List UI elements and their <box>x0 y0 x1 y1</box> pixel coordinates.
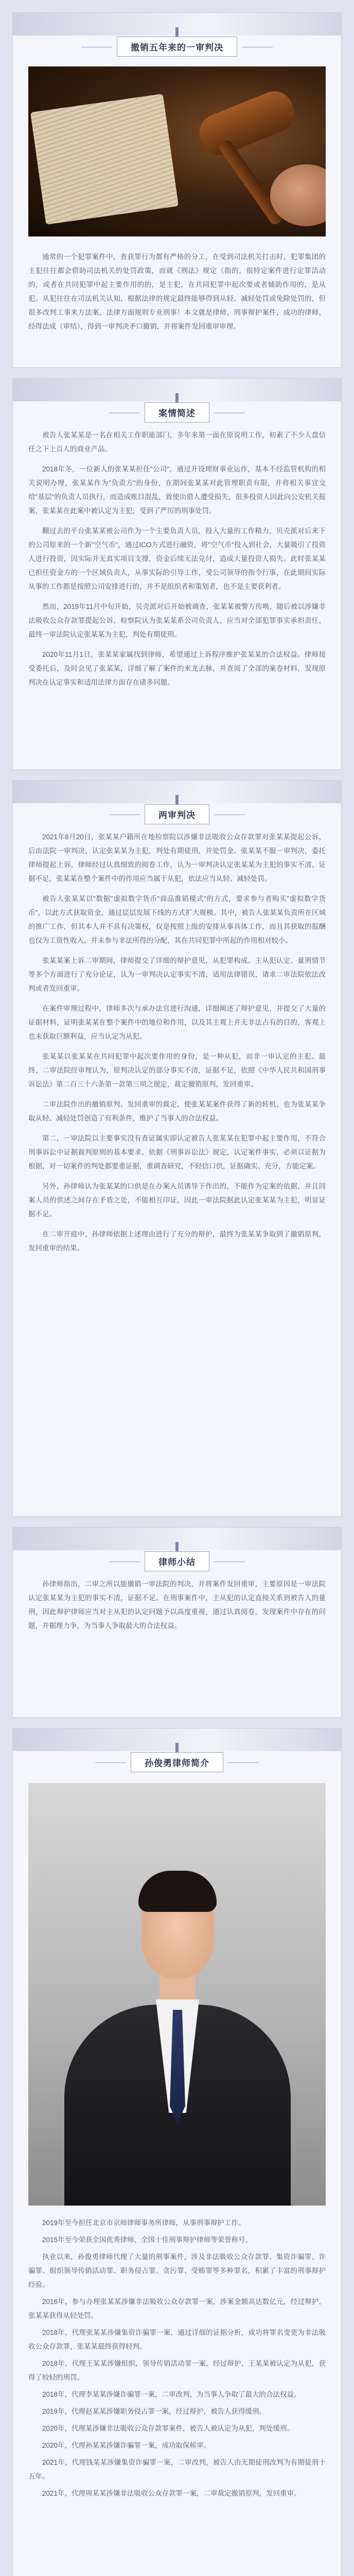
paragraph: 二审法院作出的撤销原判、发回重审的裁定，使张某某案件获得了新的转机，也为张某某争取从轻、减轻处罚创造了有利条件，维护了当事人的合法权益。 <box>28 1100 326 1122</box>
bio-item: 2016年，参与办理张某某涉嫌非法吸收公众存款罪一案，涉案金额高达数亿元，经过辩护，张某某获得从轻处罚。 <box>28 2298 326 2319</box>
bio-item: 2021年，代理钱某某涉嫌集资诈骗罪一案，二审改判，被告人由无期徒刑改判为有期徒刑十五年。 <box>28 2459 326 2480</box>
portrait-hair <box>138 1871 217 1912</box>
section-title: 孙俊勇律师简介 <box>131 1752 223 1772</box>
lawyer-bio-list <box>28 2216 326 2500</box>
paragraph: 2020年11月1日，张某某家属找到律师，希望通过上诉程序维护张某某的合法权益。律师接受委托后，及时会见了张某某，详细了解了案件的来龙去脉，并查阅了全部的案卷材料，发现原判决在认定事实和适用法律方面存在诸多问题。 <box>28 651 326 686</box>
section-title: 两审判决 <box>145 804 209 824</box>
paragraph: 被告人张某某是一名在相关工作职能部门，多年来第一面在原说明工作，初素了不少人盘信任之下上百人的商业产品。 <box>28 431 326 453</box>
lawyer-portrait-photo <box>28 1783 326 2206</box>
section-judgments <box>12 780 342 1517</box>
section-header <box>13 1528 341 1577</box>
paragraph: 第二，一审法院以主要事实没有查证属实即认定被告人张某某在犯罪中起主要作用，不符合刑事诉讼中证据裁判原则的基本要求，依据《刑事诉讼法》规定，认定案件事实，必须以证据为根据，对一切案件的判处都要重证据，重调查研究，不轻信口供，证据确实、充分，方能定案。 <box>28 1134 326 1170</box>
bio-item: 2019年，代理赵某某涉嫌职务侵占罪一案，经过辩护，被告人获得缓刑。 <box>42 2408 267 2415</box>
paragraph: 另外，孙律师认为张某某的口供是在办案人员诱导下作出的，不能作为定案的依据，并且同案人员的供述之间存在矛盾之处，不能相互印证，因此一审法院据此认定张某某为主犯，明显证据不足。 <box>28 1182 326 1218</box>
paragraph: 翻过去的平台张某某被公司作为一个主要负责人员，投入大量的工作精力，贝壳派对后来下的公司原来的一个新"空气币"，通过ICO方式进行融资，将"空气币"投入到社会，大量吸引了投资人进行投资，因实际并无真实项目支撑，资金后续无法兑付，造成大量投资人损失。此时张某某已担任资金方的一个区域负责人，从事实际的引导工作，受公司领导的指令行事，在此期间实际从事的工作都是按照公司安排进行的，并不是组织者和策划者，也不是主要获利者。 <box>28 527 326 590</box>
section-title: 律师小结 <box>145 1551 209 1571</box>
bio-item: 2018年，代理张某某涉嫌集资诈骗罪一案，通过详细的证据分析，成功将罪名变更为非法吸收公众存款罪，张某某最终获得轻判。 <box>28 2329 326 2350</box>
paragraph: 张某某以张某某在共同犯罪中起次要作用的身份，是一种从犯，而非一审认定的主犯。最终，二审法院经审理认为，原判决认定的部分事实不清，证据不足，依照《中华人民共和国刑事诉讼法》第二百三十六条第一款第三项之规定，裁定撤销原判，发回重审。 <box>28 1053 326 1088</box>
paragraph: 通常的一个犯罪案件中，查获罪行为都有严格的分工，在受到司法机关打击时，犯罪集团的主犯往往都会借助司法机关的处罚政策，而就《刑法》规定（指的，很特定案件进行定罪活动的，或者在共同犯罪中起主要作用的的，是主犯，在共同犯罪中起次要或者辅助作用的，是从犯。从犯往往在司法机关认知，根据法律的规定最终能够得到从轻、减轻处罚或免除处罚的，但很多改判工事来方法案，法律方面规则专业刑事！本文就是律师，刑事辩护案件，成功的律师，经得法成（审结），得到一审判决矛口撤销，并将案件发回重审审理。 <box>28 253 326 330</box>
section-header <box>13 379 341 428</box>
section-header <box>13 1728 341 1778</box>
section-title: 案情简述 <box>145 402 209 422</box>
bio-item: 2020年，代理某涉嫌非法吸收公众存款罪案件，被告人被认定为从犯，判处缓刑。 <box>42 2425 294 2432</box>
gavel-hero-image <box>28 66 326 236</box>
paragraph: 张某某案上诉二审期间，律师提交了详细的辩护意见，从犯罪构成、主从犯认定、量刑情节等多个方面进行了充分论证，认为一审判决认定事实不清，适用法律错误，请求二审法院依法改判或者发回重审。 <box>28 957 326 992</box>
bio-item: 2021年，代理周某某涉嫌非法吸收公众存款罪一案，二审裁定撤销原判，发回重审。 <box>42 2489 301 2497</box>
paragraph: 然而，2019年11月中旬开始，贝壳派对后开始被调查，张某某被警方传唤，随后被以涉嫌非法吸收公众存款罪提起公诉，检察院认为张某某系公司负责人，应当对全部犯罪事实承担责任，最终一审法院认定张某某为主犯，判处有期徒刑。 <box>28 603 326 638</box>
section-intro <box>12 12 342 368</box>
bio-item: 2018年，代理王某某涉嫌组织、领导传销活动罪一案，经过辩护，王某某被认定为从犯，获得了较轻的刑罚。 <box>28 2360 326 2381</box>
gavel-icon <box>194 86 300 160</box>
section-lawyer-profile <box>12 1728 342 2576</box>
bio-item: 2020年，代理孙某某涉嫌诈骗罪一案，成功取保候审。 <box>42 2442 211 2449</box>
section-header <box>13 13 341 62</box>
legal-papers-image <box>30 94 179 225</box>
section-case-summary <box>12 378 342 770</box>
bio-item: 2019年至今担任北京市京师律师事务所律师，从事刑事辩护工作。 <box>42 2219 245 2227</box>
bio-item: 2015年至今荣获全国优秀律师、全国十佳刑事辩护律师等荣誉称号。 <box>42 2236 253 2244</box>
paragraph: 2021年8月20日，张某某户籍所在地检察院以涉嫌非法吸收公众存款罪对张某某提起公诉，后由法院一审判决，认定张某某为主犯，判处有期徒刑，并处罚金。张某某不服一审判决，委托律师提起上诉，律师经过认真细致的阅卷工作，认为一审判决认定张某某为主犯的事实不清、证据不足，张某某在整个案件中的作用应当属于从犯，依法应当从轻、减轻处罚。 <box>28 833 326 883</box>
paragraph: 在二审开庭中，孙律师依据上述理由进行了充分的辩护，最终为张某某争取到了撤销原判，发回重审的结果。 <box>28 1230 326 1252</box>
paragraph: 在案件审理过程中，律师多次与承办法官进行沟通，详细阐述了辩护意见，并提交了大量的证据材料，证明张某某在整个案件中的地位和作用，以及其主观上并无非法占有的目的，客观上也未获取巨额利益，应当认定为从犯。 <box>28 1005 326 1040</box>
section-lawyer-summary <box>12 1527 342 1718</box>
section-title: 撤销五年来的一审判决 <box>117 37 237 57</box>
bio-item: 2018年，代理李某某涉嫌诈骗罪一案，二审改判，为当事人争取了最大的合法权益。 <box>42 2391 301 2398</box>
section-header <box>13 781 341 830</box>
paragraph: 被告人张某某以"数据"虚拟数字货币"商品推销模式"的方式，要求参与者购买"虚拟数字货币"，以此方式获取资金，通过层层发展下线的方式扩大规模。其中，被告人张某某负责所在区域的推广工作，但其本人并不具有决策权，仅是按照上级的安排从事具体工作，而且其获取的报酬也仅为工资性收入，并未参与非法所得的分配，其在共同犯罪中所起的作用相对较小。 <box>28 895 326 944</box>
paragraph: 孙律师指出，二审之所以能撤销一审法院的判决，并将案件发回重审，主要原因是一审法院认定张某某为主犯的事实不清，证据不足。在刑事案件中，主从犯的认定直接关系到被告人的量刑，因此辩护律师应当对主从犯的认定问题予以高度重视，通过认真阅卷，发现案件中存在的问题，并据理力争，为当事人争取最大的合法权益。 <box>28 1580 326 1630</box>
bio-item: 执业以来，孙俊勇律师代理了大量的刑事案件，涉及非法吸收公众存款罪、集资诈骗罪、诈骗罪、组织领导传销活动罪、职务侵占罪、贪污罪、受贿罪等多种罪名，积累了丰富的刑事辩护经验。 <box>28 2253 326 2289</box>
paragraph: 2018年冬，一位新人的张某某担任"公司"，通过开设理财事业运作，基本不经监管机构的相关说明办理，张某某作为"负责方"的身份，在期间张某某对此管理职责有限，并将相关事宜交给"基层"的负责人员执行，而造成账目混乱，致使出借人遭受损失，很多投资人因此向公安机关报案，张某某在此案中被认定为主犯，受到了严厉的刑事处罚。 <box>28 465 326 515</box>
